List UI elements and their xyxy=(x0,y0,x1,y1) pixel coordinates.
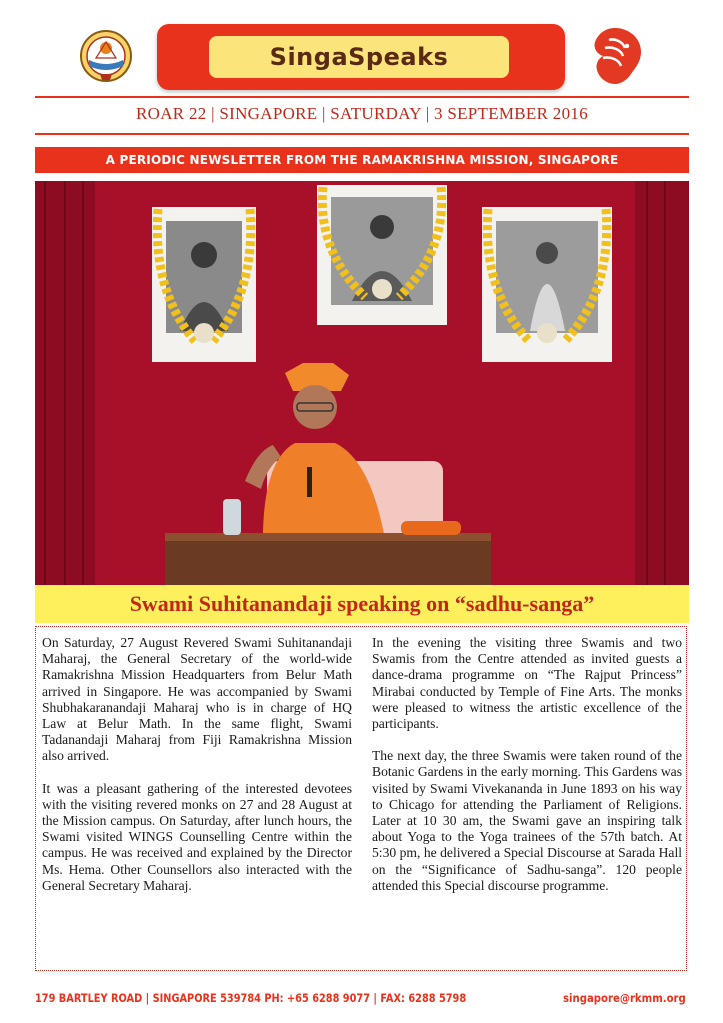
footer-email-link[interactable]: singapore@rkmm.org xyxy=(563,991,686,1005)
header-rule-bottom xyxy=(35,133,689,135)
article-body xyxy=(35,626,687,971)
dateline: ROAR 22 | SINGAPORE | SATURDAY | 3 SEPTEMBER 2016 xyxy=(135,104,589,123)
masthead xyxy=(157,24,565,90)
paragraph: On Saturday, 27 August Revered Swami Suhitanandaji Maharaj, the General Secretary of the world-wide Ramakrishna Mission Headquarters from Belur Math arrived in Singapore. He was accompanied by Swami Shubhakaranandaji Maharaj who is in charge of HQ Law at Belur Math. In the same flight, Swami Tadanandaji Maharaj from Fiji Ramakrishna Mission also arrived. xyxy=(42,635,352,764)
mission-emblem-icon xyxy=(80,28,132,84)
lion-head-icon xyxy=(585,24,645,88)
footer-address: 179 BARTLEY ROAD | SINGAPORE 539784 PH: +65 6288 9077 | FAX: 6288 5798 xyxy=(35,991,467,1005)
article-column-right xyxy=(372,635,682,910)
paragraph: The next day, the three Swamis were taken round of the Botanic Gardens in the early morning. This Gardens was visited by Swami Vivekananda in June 1893 on his way to Chicago for attending the Parliament of Religions. Later at 10 30 am, the Swami gave an inspiring talk about Yoga to the Yoga trainees of the 57th batch. At 5:30 pm, he delivered a Special Discourse at Sarada Hall on the “Significance of Sadhu-sanga”. 120 people attended this Special discourse programme. xyxy=(372,748,682,893)
portrait-center xyxy=(317,185,447,325)
header-rule-top xyxy=(35,96,689,98)
masthead-title: SingaSpeaks xyxy=(269,43,449,71)
photo-caption xyxy=(35,585,689,623)
portrait-left xyxy=(152,207,256,362)
event-photo xyxy=(35,181,689,585)
newsletter-banner xyxy=(35,147,689,173)
masthead-title-box xyxy=(209,36,509,78)
portrait-right xyxy=(482,207,612,362)
banner-text: A PERIODIC NEWSLETTER FROM THE RAMAKRISHNA MISSION, SINGAPORE xyxy=(105,153,619,167)
caption-text: Swami Suhitanandaji speaking on “sadhu-sanga” xyxy=(129,591,595,616)
paragraph: It was a pleasant gathering of the interested devotees with the visiting revered monks on 27 and 28 August at the Mission campus. On Saturday, after lunch hours, the Swami visited WINGS Counselling Centre within the campus. He was received and explained by the Director Ms. Hema. Other Counsellors also interacted with the General Secretary Maharaj. xyxy=(42,780,352,893)
article-column-left xyxy=(42,635,352,910)
paragraph: In the evening the visiting three Swamis and two Swamis from the Centre attended as invited guests a dance-drama programme on “The Rajput Princess” Mirabai conducted by Temple of Fine Arts. The monks were pleased to witness the artistic excellence of the participants. xyxy=(372,635,682,732)
